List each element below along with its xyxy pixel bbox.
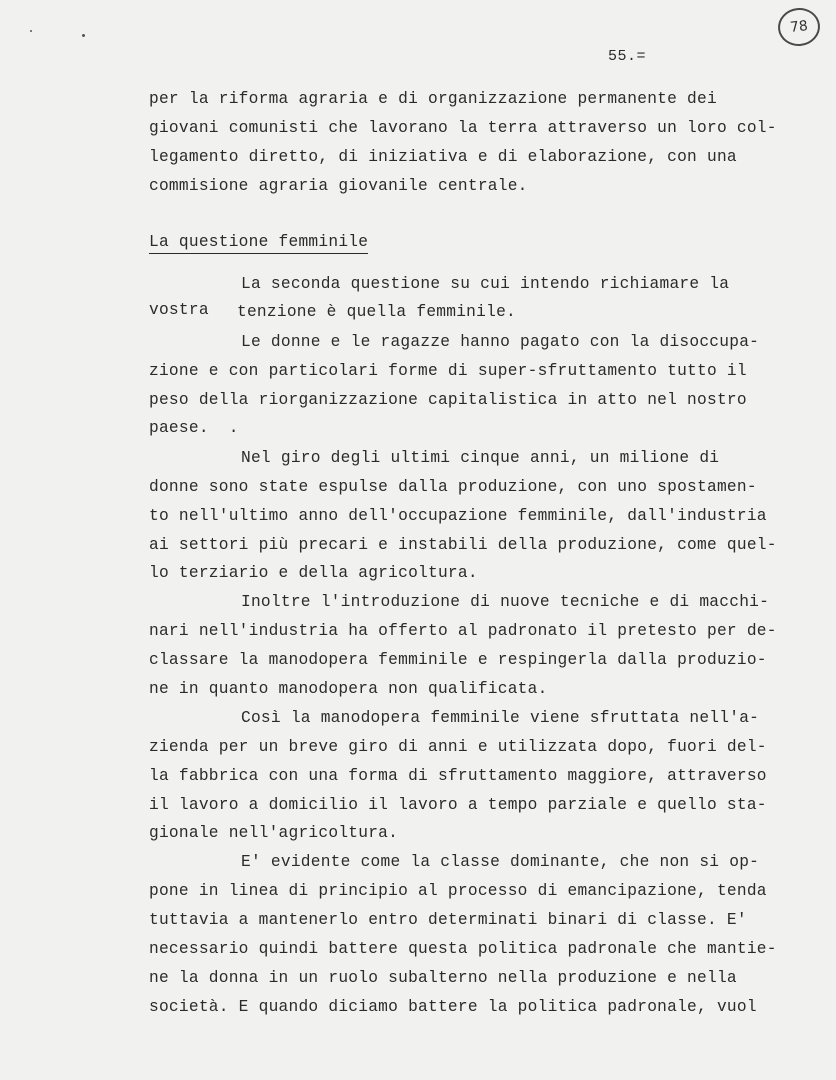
- paper-speck: [30, 30, 32, 32]
- text-line: ai settori più precari e instabili della produzione, come quel-: [149, 536, 777, 554]
- text-line: pone in linea di principio al processo di emancipazione, tenda: [149, 882, 767, 900]
- text-line: Nel giro degli ultimi cinque anni, un milione di: [241, 449, 720, 467]
- paper-speck: [82, 34, 85, 37]
- text-line: Le donne e le ragazze hanno pagato con la disoccupa-: [241, 333, 760, 351]
- text-line: legamento diretto, di iniziativa e di elaborazione, con una: [149, 148, 737, 166]
- text-line: zione e con particolari forme di super-sfruttamento tutto il: [149, 362, 747, 380]
- text-line: Inoltre l'introduzione di nuove tecniche e di macchi-: [241, 593, 770, 611]
- text-line: zienda per un breve giro di anni e utilizzata dopo, fuori del-: [149, 738, 767, 756]
- text-line: La seconda questione su cui intendo richiamare la: [241, 275, 730, 293]
- text-line: ne in quanto manodopera non qualificata.: [149, 680, 548, 698]
- archive-stamp: [776, 6, 822, 48]
- text-line: vostra: [149, 301, 209, 319]
- text-line: gionale nell'agricoltura.: [149, 824, 399, 842]
- text-line: necessario quindi battere questa politica padronale che mantie-: [149, 940, 777, 958]
- text-line: E' evidente come la classe dominante, che non si op-: [241, 853, 760, 871]
- text-line: peso della riorganizzazione capitalistica in atto nel nostro: [149, 391, 747, 409]
- text-line: lo terziario e della agricoltura.: [149, 564, 478, 582]
- text-line: per la riforma agraria e di organizzazione permanente dei: [149, 90, 717, 108]
- text-line: nari nell'industria ha offerto al padronato il pretesto per de-: [149, 622, 777, 640]
- text-line: giovani comunisti che lavorano la terra attraverso un loro col-: [149, 119, 777, 137]
- text-line: il lavoro a domicilio il lavoro a tempo parziale e quello sta-: [149, 796, 767, 814]
- text-line: società. E quando diciamo battere la politica padronale, vuol: [149, 998, 757, 1016]
- text-line: ne la donna in un ruolo subalterno nella produzione e nella: [149, 969, 737, 987]
- text-line: to nell'ultimo anno dell'occupazione femminile, dall'industria: [149, 507, 767, 525]
- section-heading: La questione femminile: [149, 232, 368, 254]
- stamp-label: 78: [789, 18, 809, 36]
- text-line: classare la manodopera femminile e respingerla dalla produzio-: [149, 651, 767, 669]
- page-number: 55.=: [608, 48, 647, 65]
- text-line: commisione agraria giovanile centrale.: [149, 177, 528, 195]
- text-line: paese. .: [149, 419, 239, 437]
- text-line: tuttavia a mantenerlo entro determinati binari di classe. E': [149, 911, 747, 929]
- text-line: donne sono state espulse dalla produzione, con uno spostamen-: [149, 478, 757, 496]
- text-line: la fabbrica con una forma di sfruttamento maggiore, attraverso: [149, 767, 767, 785]
- text-line: Così la manodopera femminile viene sfruttata nell'a-: [241, 709, 760, 727]
- text-line: tenzione è quella femminile.: [237, 303, 516, 321]
